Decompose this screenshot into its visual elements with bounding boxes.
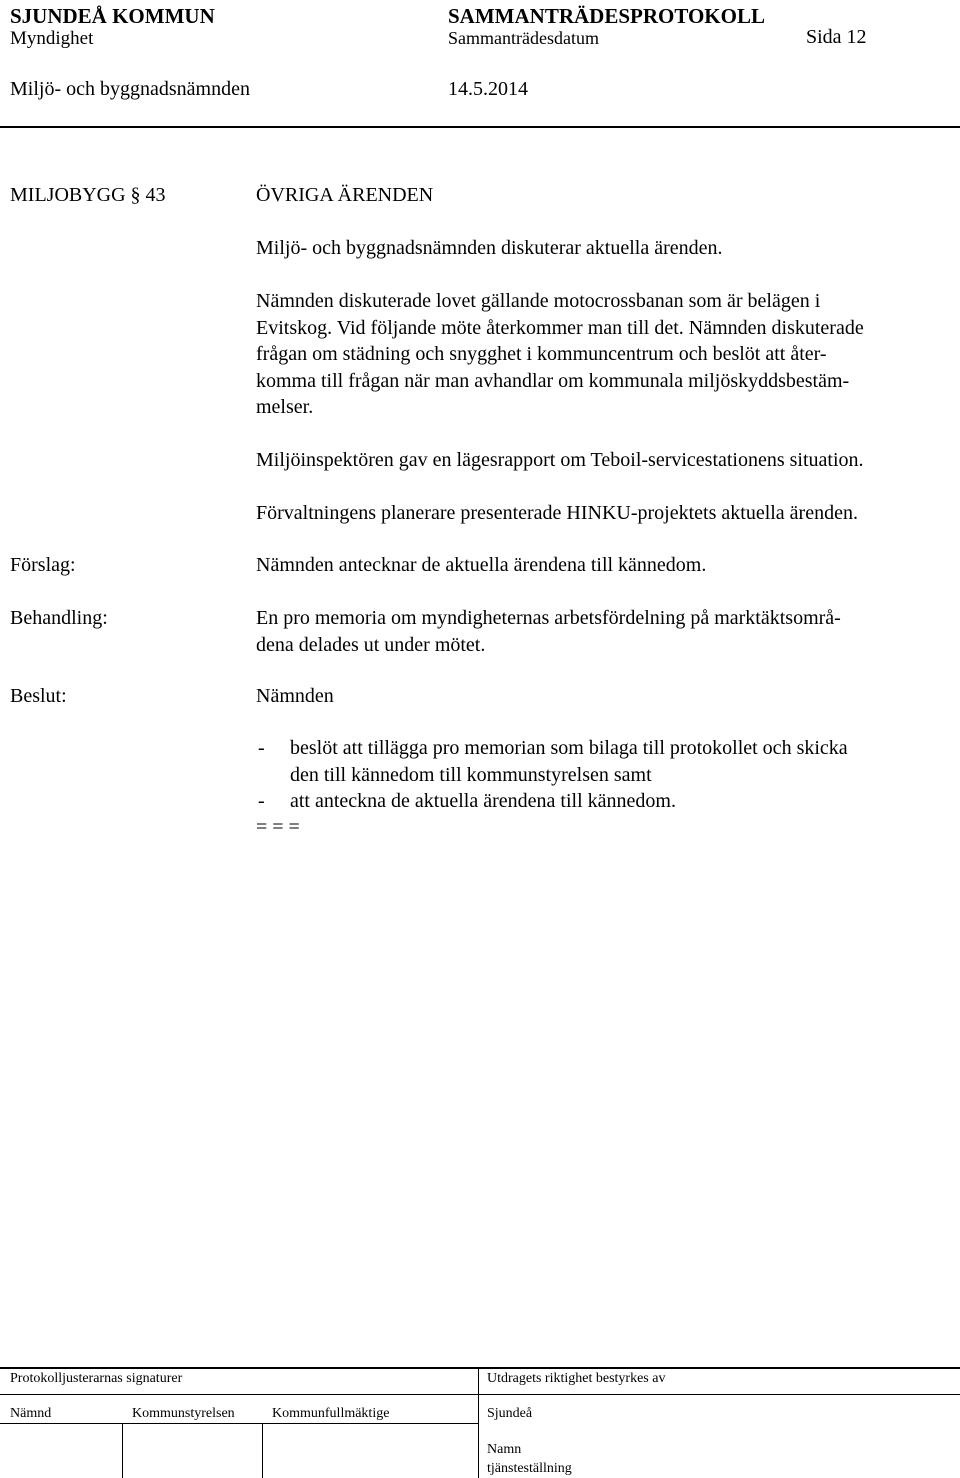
paragraph-2 xyxy=(256,288,864,421)
footer-name-label: Namn xyxy=(487,1442,522,1457)
meeting-date: 14.5.2014 xyxy=(448,78,528,100)
paragraph-2-line: komma till frågan när man avhandlar om kommunala miljöskyddsbestäm- xyxy=(256,369,850,392)
handling-line: dena delades ut under mötet. xyxy=(256,633,486,656)
signatures-label: Protokolljusterarnas signaturer xyxy=(10,1371,183,1386)
decision-item-line: beslöt att tillägga pro memorian som bilaga till protokollet och skicka xyxy=(290,737,848,759)
section-title: ÖVRIGA ÄRENDEN xyxy=(256,184,434,206)
footer-top-rule xyxy=(0,1367,960,1369)
decision-item-1-dash: - xyxy=(258,737,265,759)
document-type: SAMMANTRÄDESPROTOKOLL xyxy=(448,4,765,28)
end-mark: = = = xyxy=(256,816,300,838)
authority-name: Miljö- och byggnadsnämnden xyxy=(10,78,250,100)
paragraph-1: Miljö- och byggnadsnämnden diskuterar aktuella ärenden. xyxy=(256,237,723,259)
footer-vertical-divider xyxy=(478,1367,479,1478)
municipality-name: SJUNDEÅ KOMMUN xyxy=(10,4,215,28)
meeting-date-label: Sammanträdesdatum xyxy=(448,28,599,48)
footer-col-council: Kommunfullmäktige xyxy=(272,1406,390,1421)
authority-label: Myndighet xyxy=(10,28,94,49)
header-divider xyxy=(0,126,960,128)
footer-col-municipal-board: Kommunstyrelsen xyxy=(132,1406,235,1421)
footer-sig-divider-2 xyxy=(262,1423,263,1478)
paragraph-2-line: frågan om städning och snygghet i kommuncentrum och beslöt att åter- xyxy=(256,343,827,365)
certified-label: Utdragets riktighet bestyrkes av xyxy=(487,1371,666,1386)
footer-position-label: tjänsteställning xyxy=(487,1461,572,1476)
decision-item-1 xyxy=(290,735,848,788)
section-code: MILJOBYGG § 43 xyxy=(10,184,166,206)
footer-sig-divider-1 xyxy=(122,1423,123,1478)
decision-label: Beslut: xyxy=(10,685,67,707)
paragraph-2-line: melser. xyxy=(256,396,314,418)
decision-intro: Nämnden xyxy=(256,685,334,707)
footer-signature-rule xyxy=(0,1423,478,1424)
handling-label: Behandling: xyxy=(10,607,108,629)
footer-mid-rule xyxy=(0,1394,960,1395)
handling-text xyxy=(256,605,841,658)
paragraph-3: Miljöinspektören gav en lägesrapport om Teboil-servicestationens situation. xyxy=(256,449,864,471)
paragraph-2-line: Evitskog. Vid följande möte återkommer man till det. Nämnden diskuterade xyxy=(256,316,864,339)
decision-item-line: den till kännedom till kommunstyrelsen samt xyxy=(290,763,652,786)
footer-place: Sjundeå xyxy=(487,1406,533,1421)
decision-item-2: att anteckna de aktuella ärendena till kännedom. xyxy=(290,790,676,812)
paragraph-2-line: Nämnden diskuterade lovet gällande motocrossbanan som är belägen i xyxy=(256,290,821,312)
handling-line: En pro memoria om myndigheternas arbetsfördelning på marktäktsområ- xyxy=(256,607,841,629)
proposal-text: Nämnden antecknar de aktuella ärendena till kännedom. xyxy=(256,554,707,576)
proposal-label: Förslag: xyxy=(10,554,76,576)
page-number: Sida 12 xyxy=(806,26,867,48)
footer-col-board: Nämnd xyxy=(10,1406,52,1421)
decision-item-2-dash: - xyxy=(258,790,265,812)
paragraph-4: Förvaltningens planerare presenterade HINKU-projektets aktuella ärenden. xyxy=(256,502,858,524)
